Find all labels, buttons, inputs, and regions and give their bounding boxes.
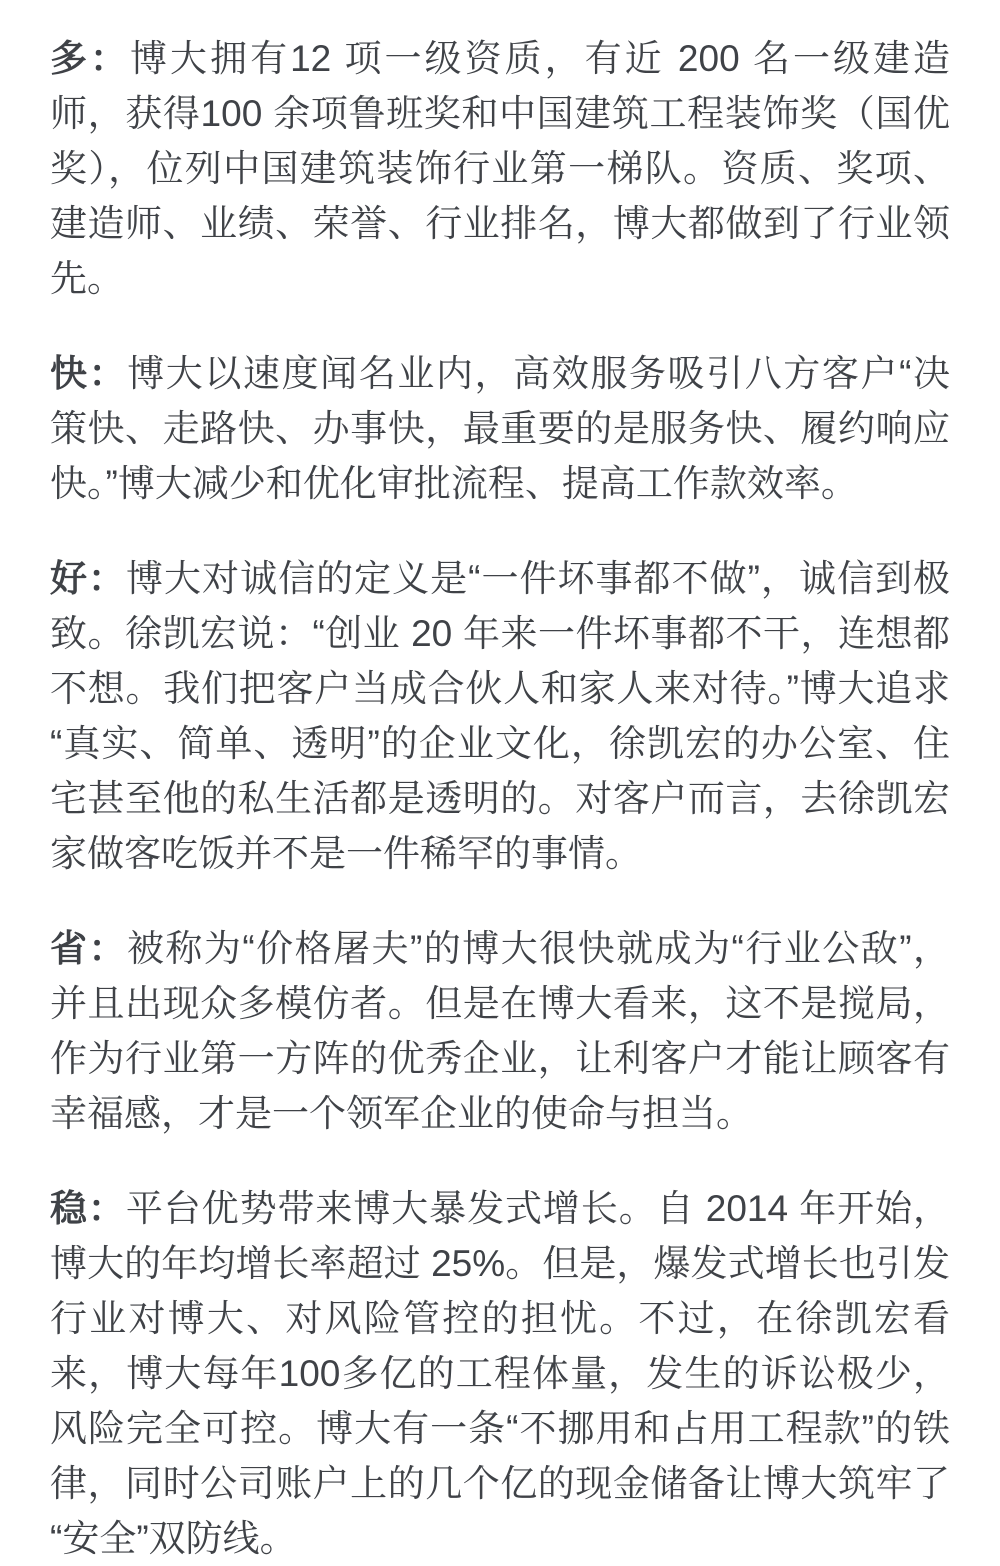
paragraph-lead-wen: 稳：	[50, 1188, 126, 1229]
paragraph-lead-sheng: 省：	[50, 928, 127, 969]
paragraph-text-duo: 博大拥有12 项一级资质，有近 200 名一级建造师，获得100 余项鲁班奖和中国建筑工程装饰奖（国优奖），位列中国建筑装饰行业第一梯队。资质、奖项、建造师、业绩、荣誉、行业排名，博大都做到了行业领先。	[50, 38, 950, 299]
paragraph-lead-kuai: 快：	[50, 353, 128, 394]
paragraph-lead-hao: 好：	[50, 558, 127, 599]
paragraph-kuai	[50, 346, 950, 511]
paragraph-text-hao: 博大对诚信的定义是“一件坏事都不做”，诚信到极致。徐凯宏说：“创业 20 年来一件坏事都不干，连想都不想。我们把客户当成合伙人和家人来对待。”博大追求“真实、简单、透明”的企业文化，徐凯宏的办公室、住宅甚至他的私生活都是透明的。对客户而言，去徐凯宏家做客吃饭并不是一件稀罕的事情。	[50, 558, 950, 874]
paragraph-duo	[50, 31, 950, 306]
paragraph-sheng	[50, 921, 950, 1141]
paragraph-text-sheng: 被称为“价格屠夫”的博大很快就成为“行业公敌”，并且出现众多模仿者。但是在博大看来，这不是搅局，作为行业第一方阵的优秀企业，让利客户才能让顾客有幸福感，才是一个领军企业的使命与担当。	[50, 928, 950, 1134]
paragraph-wen	[50, 1181, 950, 1566]
paragraph-text-kuai: 博大以速度闻名业内，高效服务吸引八方客户“决策快、走路快、办事快，最重要的是服务快、履约响应快。”博大减少和优化审批流程、提高工作款效率。	[50, 353, 951, 504]
paragraph-hao	[50, 551, 950, 881]
paragraph-text-wen: 平台优势带来博大暴发式增长。自 2014 年开始，博大的年均增长率超过 25%。但是，爆发式增长也引发行业对博大、对风险管控的担忧。不过，在徐凯宏看来，博大每年100多亿的工程体量，发生的诉讼极少，风险完全可控。博大有一条“不挪用和占用工程款”的铁律，同时公司账户上的几个亿的现金储备让博大筑牢了“安全”双防线。	[50, 1188, 951, 1559]
paragraph-lead-duo: 多：	[50, 38, 131, 79]
